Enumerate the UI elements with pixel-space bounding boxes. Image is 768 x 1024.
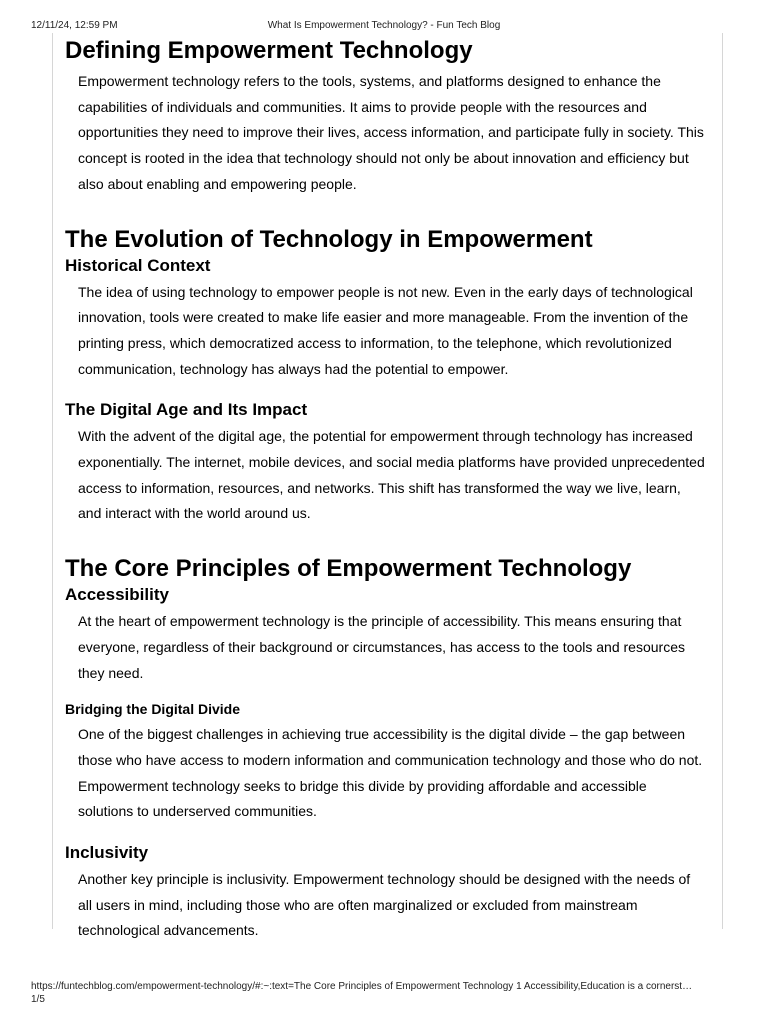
paragraph-inclusivity: Another key principle is inclusivity. Empowerment technology should be designed with the needs of all users in mind, including those who are often marginalized or excluded from mainstream technological advancements. [78,871,691,939]
print-url: https://funtechblog.com/empowerment-technology/#:~:text=The Core Principles of Empowerment Technology 1 Accessibility,Education is a cornerst… [31,981,693,992]
heading-evolution: The Evolution of Technology in Empowerment [65,225,593,253]
heading-core-principles: The Core Principles of Empowerment Technology [65,555,632,583]
print-footer [31,980,718,1006]
print-header [31,19,737,33]
content-border-right [722,33,723,929]
heading-digital-divide: Bridging the Digital Divide [65,701,241,718]
print-page-title: What Is Empowerment Technology? - Fun Tech Blog [267,20,501,31]
paragraph-defining: Empowerment technology refers to the tools, systems, and platforms designed to enhance the capabilities of individuals and communities. It aims to provide people with the resources and opportunities they need to improve their lives, access information, and participate fully in society. This concept is rooted in the idea that technology should not only be about innovation and efficiency but also about enabling and empowering people. [78,73,704,192]
heading-historical-context: Historical Context [65,255,211,275]
content-border-left [52,33,53,929]
heading-inclusivity: Inclusivity [65,843,149,863]
article-body [65,36,705,944]
heading-defining: Defining Empowerment Technology [65,37,473,64]
paragraph-historical-context: The idea of using technology to empower people is not new. Even in the early days of technological innovation, tools were created to make life easier and more manageable. From the invention of the printing press, which democratized access to information, to the telephone, which revolutionized communication, technology has always had the potential to empower. [78,283,693,377]
paragraph-accessibility: At the heart of empowerment technology is the principle of accessibility. This means ensuring that everyone, regardless of their background or circumstances, has access to the tools and resources they need. [78,613,685,681]
heading-accessibility: Accessibility [65,585,169,605]
paragraph-digital-age: With the advent of the digital age, the potential for empowerment through technology has increased exponentially. The internet, mobile devices, and social media platforms have provided unprecedented access to information, resources, and networks. This shift has transformed the way we live, learn, and interact with the world around us. [78,428,705,522]
print-datetime: 12/11/24, 12:59 PM [31,20,118,31]
print-page-number: 1/5 [31,994,45,1005]
paragraph-digital-divide: One of the biggest challenges in achieving true accessibility is the digital divide – the gap between those who have access to modern information and communication technology and those who do not. Empowerment technology seeks to bridge this divide by providing affordable and accessible solutions to underserved communities. [78,726,703,820]
heading-digital-age: The Digital Age and Its Impact [65,400,308,420]
